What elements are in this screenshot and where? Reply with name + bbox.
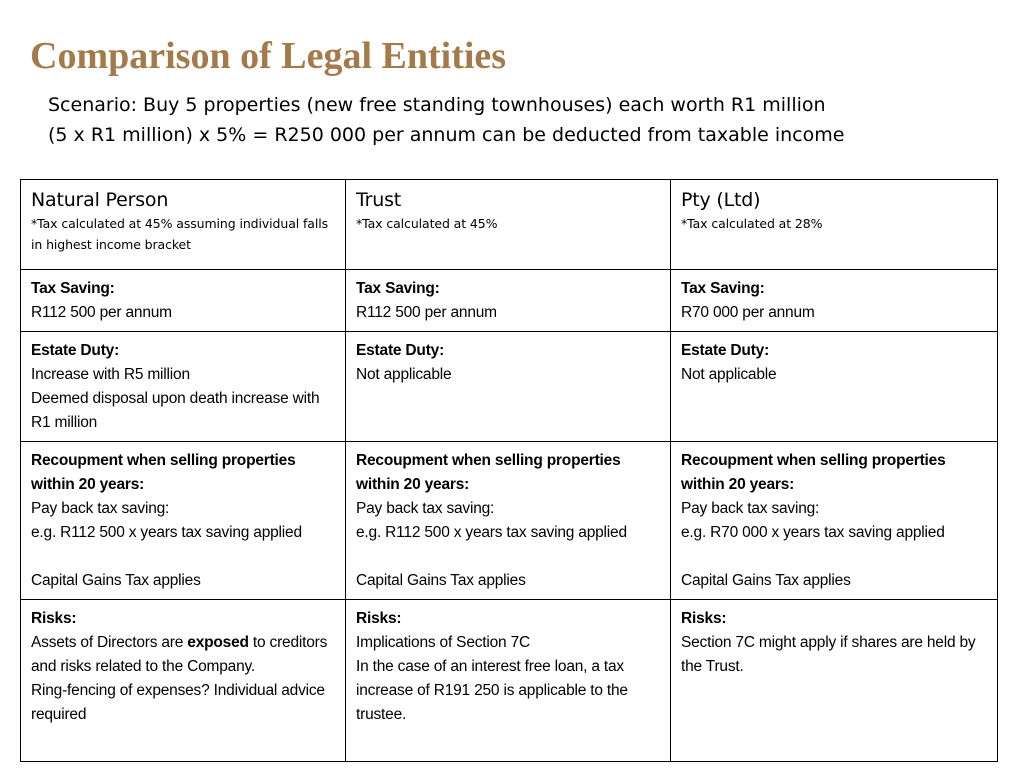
scenario-line-2: (5 x R1 million) x 5% = R250 000 per annum can be deducted from taxable income: [48, 124, 845, 146]
cgt-note: Capital Gains Tax applies: [681, 572, 851, 589]
row-label: Recoupment when selling properties within 20 years:: [681, 452, 946, 493]
header-cell-natural-person: [21, 180, 346, 270]
header-cell-trust: [346, 180, 671, 270]
comparison-table: [20, 179, 998, 762]
column-note: *Tax calculated at 45% assuming individual falls in highest income bracket: [31, 216, 329, 252]
cell-estate-duty: [671, 332, 998, 442]
row-label: Estate Duty:: [31, 342, 120, 359]
cell-tax-saving: [671, 270, 998, 332]
cell-value: Increase with R5 million: [31, 366, 190, 383]
spacer: [356, 545, 660, 569]
column-heading: Natural Person: [31, 189, 169, 211]
row-label: Recoupment when selling properties within 20 years:: [356, 452, 621, 493]
scenario-line-1: Scenario: Buy 5 properties (new free standing townhouses) each worth R1 million: [48, 94, 826, 116]
row-label: Estate Duty:: [356, 342, 445, 359]
cell-value: Section 7C might apply if shares are held by the Trust.: [681, 634, 976, 675]
cell-recoupment: [671, 442, 998, 600]
cell-value: Ring-fencing of expenses? Individual advice required: [31, 682, 325, 723]
cell-value: Implications of Section 7C: [356, 634, 530, 651]
cgt-note: Capital Gains Tax applies: [31, 572, 201, 589]
risk-emphasis: exposed: [187, 634, 249, 651]
column-heading: Pty (Ltd): [681, 189, 761, 211]
row-label: Tax Saving:: [31, 280, 115, 297]
cell-value: R112 500 per annum: [356, 304, 497, 321]
cell-recoupment: [21, 442, 346, 600]
table-row-recoupment: [21, 442, 998, 600]
cell-value: e.g. R70 000 x years tax saving applied: [681, 524, 945, 541]
cell-risks: [346, 600, 671, 762]
cell-value: Not applicable: [356, 366, 452, 383]
risk-text: Assets of Directors are: [31, 634, 188, 651]
row-label: Risks:: [356, 610, 402, 627]
cell-value: Pay back tax saving:: [681, 500, 820, 517]
table-header-row: [21, 180, 998, 270]
column-heading: Trust: [356, 189, 402, 211]
row-label: Tax Saving:: [356, 280, 440, 297]
cell-estate-duty: [21, 332, 346, 442]
table-row-tax-saving: [21, 270, 998, 332]
cell-recoupment: [346, 442, 671, 600]
row-label: Risks:: [681, 610, 727, 627]
cell-value: Deemed disposal upon death increase with R1 million: [31, 390, 320, 431]
row-label: Risks:: [31, 610, 77, 627]
cell-value: Pay back tax saving:: [31, 500, 170, 517]
cell-value: R70 000 per annum: [681, 304, 815, 321]
risk-text: to creditors and risks related to the Company.: [31, 634, 328, 675]
header-cell-pty-ltd: [671, 180, 998, 270]
row-label: Estate Duty:: [681, 342, 770, 359]
scenario-text: [48, 90, 844, 150]
row-label: Recoupment when selling properties within 20 years:: [31, 452, 296, 493]
cell-value: e.g. R112 500 x years tax saving applied: [31, 524, 302, 541]
table-row-risks: [21, 600, 998, 762]
spacer: [681, 545, 987, 569]
cell-value: [31, 631, 335, 679]
page-title: Comparison of Legal Entities: [30, 35, 507, 77]
column-note: *Tax calculated at 28%: [681, 216, 823, 231]
cell-value: e.g. R112 500 x years tax saving applied: [356, 524, 627, 541]
cell-value: In the case of an interest free loan, a tax increase of R191 250 is applicable to the trustee.: [356, 658, 628, 723]
spacer: [31, 545, 335, 569]
cell-tax-saving: [346, 270, 671, 332]
table-row-estate-duty: [21, 332, 998, 442]
cell-estate-duty: [346, 332, 671, 442]
cell-value: Not applicable: [681, 366, 777, 383]
cell-risks: [21, 600, 346, 762]
cell-risks: [671, 600, 998, 762]
cgt-note: Capital Gains Tax applies: [356, 572, 526, 589]
column-note: *Tax calculated at 45%: [356, 216, 498, 231]
row-label: Tax Saving:: [681, 280, 765, 297]
cell-value: Pay back tax saving:: [356, 500, 495, 517]
cell-tax-saving: [21, 270, 346, 332]
cell-value: R112 500 per annum: [31, 304, 172, 321]
